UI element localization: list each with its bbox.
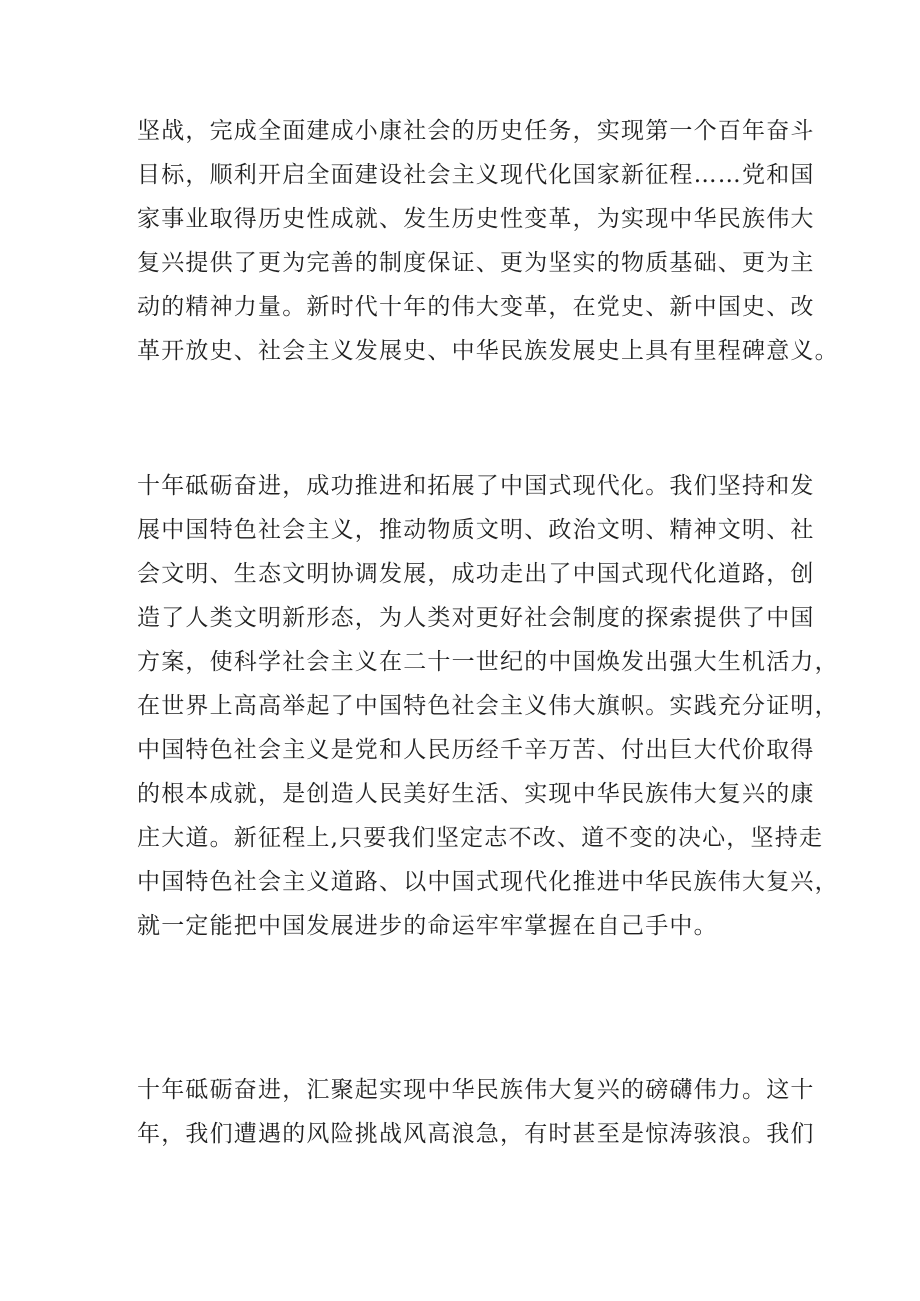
text-line: 动的精神力量。新时代十年的伟大变革，在党史、新中国史、改 xyxy=(137,294,815,320)
text-line: 会文明、生态文明协调发展，成功走出了中国式现代化道路，创 xyxy=(137,561,815,587)
text-line: 目标，顺利开启全面建设社会主义现代化国家新征程……党和国 xyxy=(137,162,815,188)
text-line: 十年砥砺奋进，成功推进和拓展了中国式现代化。我们坚持和发 xyxy=(137,473,815,499)
text-line: 坚战，完成全面建成小康社会的历史任务，实现第一个百年奋斗 xyxy=(137,118,815,144)
text-line: 家事业取得历史性成就、发生历史性变革，为实现中华民族伟大 xyxy=(137,206,815,232)
text-line: 展中国特色社会主义，推动物质文明、政治文明、精神文明、社 xyxy=(137,517,815,543)
text-line: 年，我们遭遇的风险挑战风高浪急，有时甚至是惊涛骇浪。我们 xyxy=(137,1121,815,1147)
text-line: 中国特色社会主义是党和人民历经千辛万苦、付出巨大代价取得 xyxy=(137,737,815,763)
text-line: 的根本成就，是创造人民美好生活、实现中华民族伟大复兴的康 xyxy=(137,781,815,807)
text-line: 方案，使科学社会主义在二十一世纪的中国焕发出强大生机活力， xyxy=(137,649,839,675)
paragraph-3 xyxy=(137,1068,815,1156)
text-line: 中国特色社会主义道路、以中国式现代化推进中华民族伟大复兴， xyxy=(137,869,839,895)
text-line: 庄大道。新征程上,只要我们坚定志不改、道不变的决心，坚持走 xyxy=(137,825,824,851)
text-line: 革开放史、社会主义发展史、中华民族发展史上具有里程碑意义。 xyxy=(137,338,839,364)
text-line: 十年砥砺奋进，汇聚起实现中华民族伟大复兴的磅礴伟力。这十 xyxy=(137,1077,815,1103)
text-line: 在世界上高高举起了中国特色社会主义伟大旗帜。实践充分证明， xyxy=(137,693,839,719)
paragraph-1 xyxy=(137,109,839,373)
text-line: 复兴提供了更为完善的制度保证、更为坚实的物质基础、更为主 xyxy=(137,250,815,276)
text-line: 就一定能把中国发展进步的命运牢牢掌握在自己手中。 xyxy=(137,913,718,939)
paragraph-2 xyxy=(137,464,839,948)
text-line: 造了人类文明新形态，为人类对更好社会制度的探索提供了中国 xyxy=(137,605,815,631)
